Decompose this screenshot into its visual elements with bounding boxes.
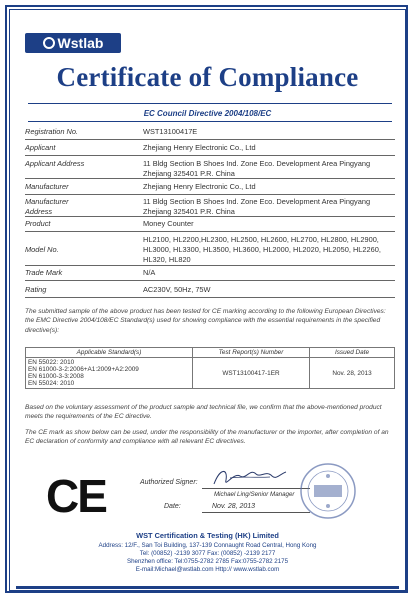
standard-item: EN 55024: 2010: [28, 380, 75, 387]
table-header: Issued Date: [310, 348, 395, 358]
directive-heading: EC Council Directive 2004/108/EC: [143, 109, 272, 118]
field-divider: [25, 178, 395, 179]
basis-paragraph: Based on the voluntary assessment of the product sample and technical file, we confirm that the above-mentioned product meets the requirements of the EC directive.: [25, 404, 382, 421]
table-header: Test Report(s) Number: [193, 348, 310, 358]
field-label: Model No.: [25, 245, 59, 254]
field-value: Zhejiang Henry Electronic Co., Ltd: [143, 182, 256, 191]
field-label: Manufacturer: [25, 182, 69, 191]
field-value: WST13100417E: [143, 127, 198, 136]
field-divider: [25, 194, 395, 195]
field-value: 11 Bldg Section B Shoes Ind. Zone Eco. Development Area Pingyang Zhejiang 325401 P.R. China: [143, 197, 371, 216]
logo-circle-icon: [43, 37, 55, 49]
wstlab-logo: [25, 33, 121, 53]
footer-bar: [16, 586, 399, 589]
field-label: Trade Mark: [25, 268, 63, 277]
company-seal-stamp: [299, 462, 357, 520]
standard-item: EN 61000-3-3:2008: [28, 373, 84, 380]
field-label: Product: [25, 219, 51, 228]
field-value: Money Counter: [143, 219, 194, 228]
standard-item: EN 61000-3-2:2006+A1:2009+A2:2009: [28, 366, 139, 373]
footer-address: Address: 12/F., San Toi Building, 137-139 Connaught Road Central, Hong Kong: [98, 542, 317, 549]
signature-scribble: [210, 464, 290, 490]
directive-divider: [28, 121, 392, 122]
field-label: Registration No.: [25, 127, 78, 136]
ce-usage-paragraph: The CE mark as show below can be used, under the responsibility of the manufacturer or the importer, after completion of an EC declaration of conformity and compliance with all relevant EC directives.: [25, 429, 389, 446]
standards-cell: [26, 358, 193, 389]
field-divider: [25, 280, 395, 281]
footer-contact: E-mail:Michael@wstlab.com Http:// www.wstlab.com: [135, 566, 280, 573]
field-divider: [25, 139, 395, 140]
certificate-title: Certificate of Compliance: [56, 62, 359, 92]
issued-date-cell: Nov. 28, 2013: [310, 358, 395, 389]
field-label: Rating: [25, 285, 47, 294]
title-divider: [28, 103, 392, 104]
signer-name: Michael Ling/Senior Manager: [214, 491, 295, 498]
report-number-cell: WST13100417-1ER: [193, 358, 310, 389]
footer-company: WST Certification & Testing (HK) Limited: [136, 531, 279, 540]
standard-item: EN 55022: 2010: [28, 359, 75, 366]
logo-text: Wstlab: [57, 35, 104, 51]
field-divider: [25, 155, 395, 156]
standards-table: [25, 347, 395, 389]
field-value: HL2100, HL2200,HL2300, HL2500, HL2600, HL2700, HL2800, HL2900, HL3000, HL3300, HL3500, HL3600, HL2000, HL2020, HL2050, HL2260, HL320, HL820: [143, 235, 381, 264]
field-label: Applicant: [25, 143, 56, 152]
footer-tel: Tel: (00852) -2139 3077 Fax: (00852) -2139 2177: [139, 550, 276, 557]
intro-paragraph: The submitted sample of the above product has been tested for CE marking according to the following European Directives: the EMC Directive 2004/108/EC Standard(s) used for showing compliance with the essential requirements in the specified directive(s):: [25, 308, 386, 334]
field-label: Applicant Address: [25, 159, 85, 168]
date-line: [202, 512, 310, 513]
field-value: AC230V, 50Hz, 75W: [143, 285, 211, 294]
field-divider: [25, 216, 395, 217]
table-header: Applicable Standard(s): [26, 348, 193, 358]
date-label: Date:: [164, 503, 181, 510]
field-label: Manufacturer Address: [25, 197, 69, 216]
field-divider: [25, 265, 395, 266]
field-value: N/A: [143, 268, 156, 277]
signer-label: Authorized Signer:: [140, 479, 198, 486]
footer-shenzhen: Shenzhen office: Tel:0755-2782 2785 Fax:0755-2782 2175: [126, 558, 289, 565]
signature-line: [202, 488, 310, 489]
signature-date: Nov. 28, 2013: [212, 503, 256, 510]
field-value: Zhejiang Henry Electronic Co., Ltd: [143, 143, 256, 152]
field-value: 11 Bldg Section B Shoes Ind. Zone Eco. Development Area Pingyang Zhejiang 325401 P.R. China: [143, 159, 371, 178]
field-divider: [25, 231, 395, 232]
field-divider: [25, 297, 395, 298]
ce-mark: CE: [46, 470, 106, 522]
